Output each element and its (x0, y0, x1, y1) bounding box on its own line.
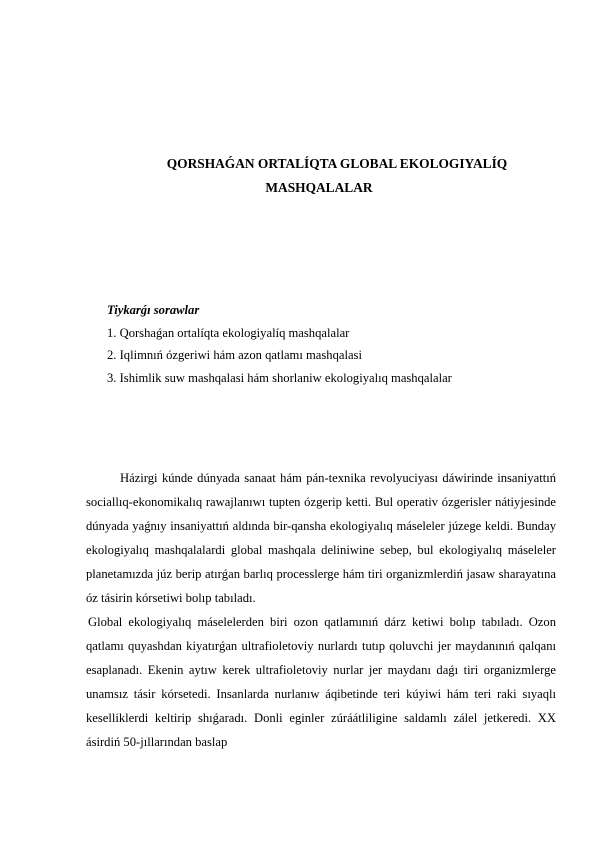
question-item-2: 2. Iqlimnıń ózgeriwi hám azon qatlamı mashqalasi (107, 348, 362, 362)
questions-block (107, 299, 452, 389)
document-title-line-1: QORSHAǴAN ORTALÍQTA GLOBAL EKOLOGIYALÍQ (166, 156, 508, 171)
question-item-1: 1. Qorshaǵan ortalíqta ekologiyalíq mashqalalar (107, 325, 350, 340)
paragraph-2: Global ekologiyalıq máselelerden biri ozon qatlamınıń dárz ketiwi bolıp tabıladı. Ozon qatlamı quyashdan kiyatırǵan ultrafioletoviy nurlardı tutıp qoluvchi jer maydanınıń qalqanı esaplanadı. Ekenin aytıw kerek ultrafioletoviy nurlar jer maydanı daǵı tiri organizmlerge unamsız tásir kórsetedi. Insanlarda nurlanıw áqibetinde teri kúyiwi hám teri raki sıyaqlı keselliklerdi keltirip shıǵaradı. Donli eginler zúráátliligine saldamlı zálel jetkeredi. XX ásirdiń 50-jıllarından baslap (86, 615, 556, 749)
body-text (86, 466, 556, 754)
document-title-line-2: MASHQALALAR (265, 180, 373, 195)
questions-heading: Tiykarǵı sorawlar (107, 303, 200, 317)
question-item-3: 3. Ishimlik suw mashqalasi hám shorlaniw ekologiyalıq mashqalalar (107, 370, 452, 385)
paragraph-1: Házirgi kúnde dúnyada sanaat hám pán-texnika revolyuciyası dáwirinde insaniyattıń sociallıq-ekonomikalıq rawajlanıwı tupten ózgerip ketti. Bul operativ ózgerisler nátiyjesinde dúnyada yaǵnıy insaniyattıń aldında bir-qansha ekologiyalıq máseleler júzege keldi. Bunday ekologiyalıq mashqalalardi global mashqala deliniwine sebep, bul ekologiyalıq máseleler planetamızda júz berip atırǵan barlıq processlerge hám tiri organizmlerdiń jasaw sharayatına óz tásirin kórsetiwi bolıp tabıladı. (86, 471, 556, 605)
